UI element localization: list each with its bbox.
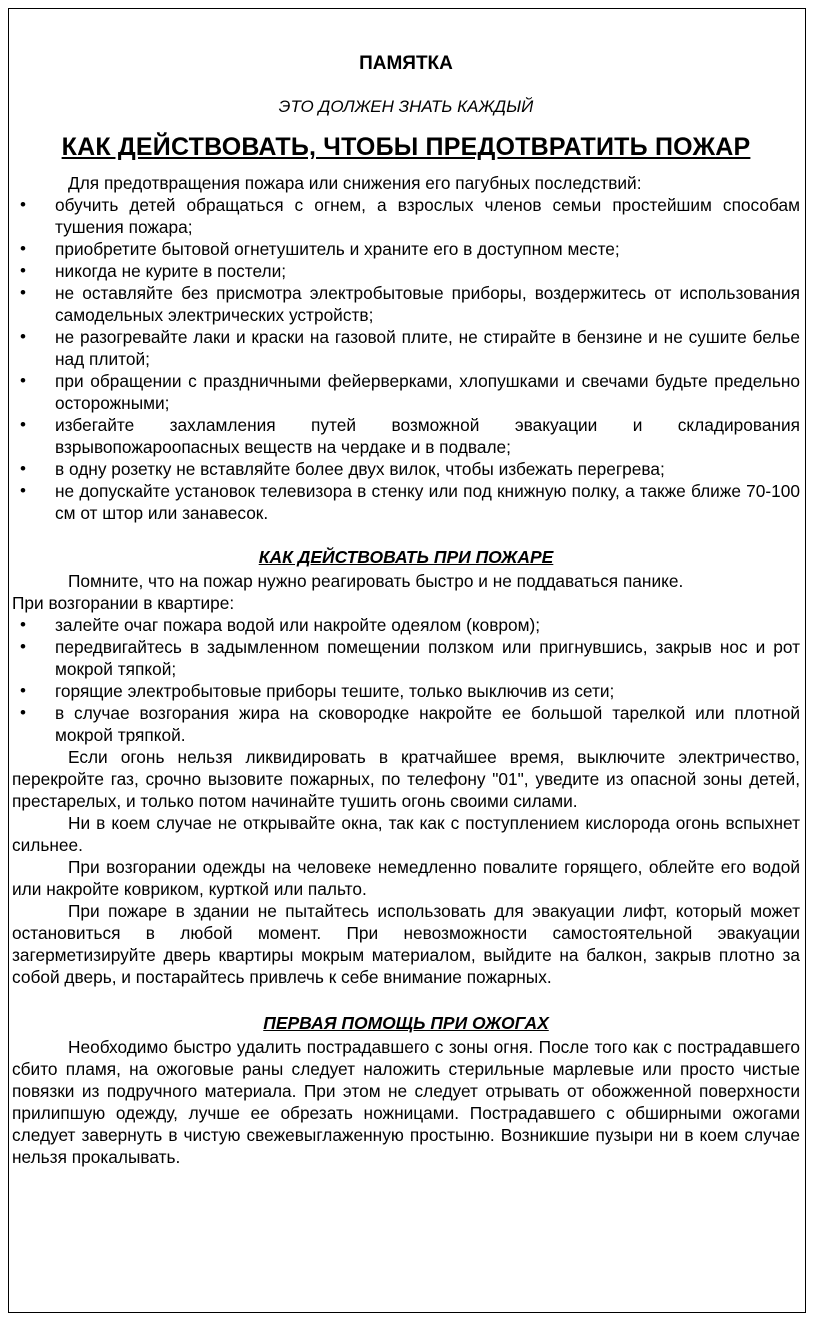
burns-section-heading: ПЕРВАЯ ПОМОЩЬ ПРИ ОЖОГАХ (263, 1013, 549, 1033)
fire-apartment-label: При возгорании в квартире: (12, 593, 235, 613)
memo-title: ПАМЯТКА (359, 53, 453, 74)
fire-paragraph: Ни в коем случае не открывайте окна, так как с поступлением кислорода огонь вспыхнет сильнее. (12, 813, 800, 855)
list-item: • приобретите бытовой огнетушитель и храните его в доступном месте; (55, 238, 800, 260)
list-item: • в одну розетку не вставляйте более двух вилок, чтобы избежать перегрева; (55, 458, 800, 480)
list-item: • не оставляйте без присмотра электробытовые приборы, воздержитесь от использования самодельных электрических устройств; (55, 282, 800, 326)
fire-paragraph: При возгорании одежды на человеке немедленно повалите горящего, облейте его водой или накройте ковриком, курткой или пальто. (12, 857, 800, 899)
list-item: • передвигайтесь в задымленном помещении ползком или пригнувшись, закрыв нос и рот мокрой тяпкой; (55, 636, 800, 680)
memo-heading: КАК ДЕЙСТВОВАТЬ, ЧТОБЫ ПРЕДОТВРАТИТЬ ПОЖАР (61, 133, 751, 161)
list-item: • не допускайте установок телевизора в стенку или под книжную полку, а также ближе 70-100 см от штор или занавесок. (55, 480, 800, 524)
fire-intro: Помните, что на пожар нужно реагировать быстро и не поддаваться панике. (68, 571, 684, 591)
list-item: • никогда не курите в постели; (55, 260, 800, 282)
list-item: • горящие электробытовые приборы тешите, только выключив из сети; (55, 680, 800, 702)
memo-subtitle: ЭТО ДОЛЖЕН ЗНАТЬ КАЖДЫЙ (278, 97, 534, 116)
list-item: • в случае возгорания жира на сковородке накройте ее большой тарелкой или плотной мокрой тряпкой. (55, 702, 800, 746)
fire-paragraph: При пожаре в здании не пытайтесь использовать для эвакуации лифт, который может остановиться в любой момент. При невозможности самостоятельной эвакуации загерметизируйте дверь квартиры мокрым материалом, выйдите на балкон, закрыв плотно за собой дверь, и постарайтесь привлечь к себе внимание пожарных. (12, 901, 800, 987)
list-item: • избегайте захламления путей возможной эвакуации и складирования взрывопожароопасных веществ на чердаке и в подвале; (55, 414, 800, 458)
list-item: • при обращении с праздничными фейерверками, хлопушками и свечами будьте предельно осторожными; (55, 370, 800, 414)
prevention-intro: Для предотвращения пожара или снижения его пагубных последствий: (68, 173, 642, 193)
burns-paragraph: Необходимо быстро удалить пострадавшего с зоны огня. После того как с пострадавшего сбито пламя, на ожоговые раны следует наложить стерильные марлевые или просто чистые повязки из подручного материала. При этом не следует отрывать от обожженной поверхности прилипшую одежду, лучше ее обрезать ножницами. Пострадавшего с обширными ожогами следует завернуть в чистую свежевыглаженную простыню. Возникшие пузыри ни в коем случае нельзя прокалывать. (12, 1037, 800, 1167)
list-item: • обучить детей обращаться с огнем, а взрослых членов семьи простейшим способам тушения пожара; (55, 194, 800, 238)
fire-paragraph: Если огонь нельзя ликвидировать в кратчайшее время, выключите электричество, перекройте газ, срочно вызовите пожарных, по телефону "01", уведите из опасной зоны детей, престарелых, и только потом начинайте тушить огонь своими силами. (12, 747, 800, 811)
fire-section-heading: КАК ДЕЙСТВОВАТЬ ПРИ ПОЖАРЕ (258, 547, 554, 567)
list-item: • залейте очаг пожара водой или накройте одеялом (ковром); (55, 614, 800, 636)
prevention-list (12, 194, 800, 524)
list-item: • не разогревайте лаки и краски на газовой плите, не стирайте в бензине и не сушите белье над плитой; (55, 326, 800, 370)
fire-list (12, 614, 800, 746)
document-body (12, 52, 800, 1168)
